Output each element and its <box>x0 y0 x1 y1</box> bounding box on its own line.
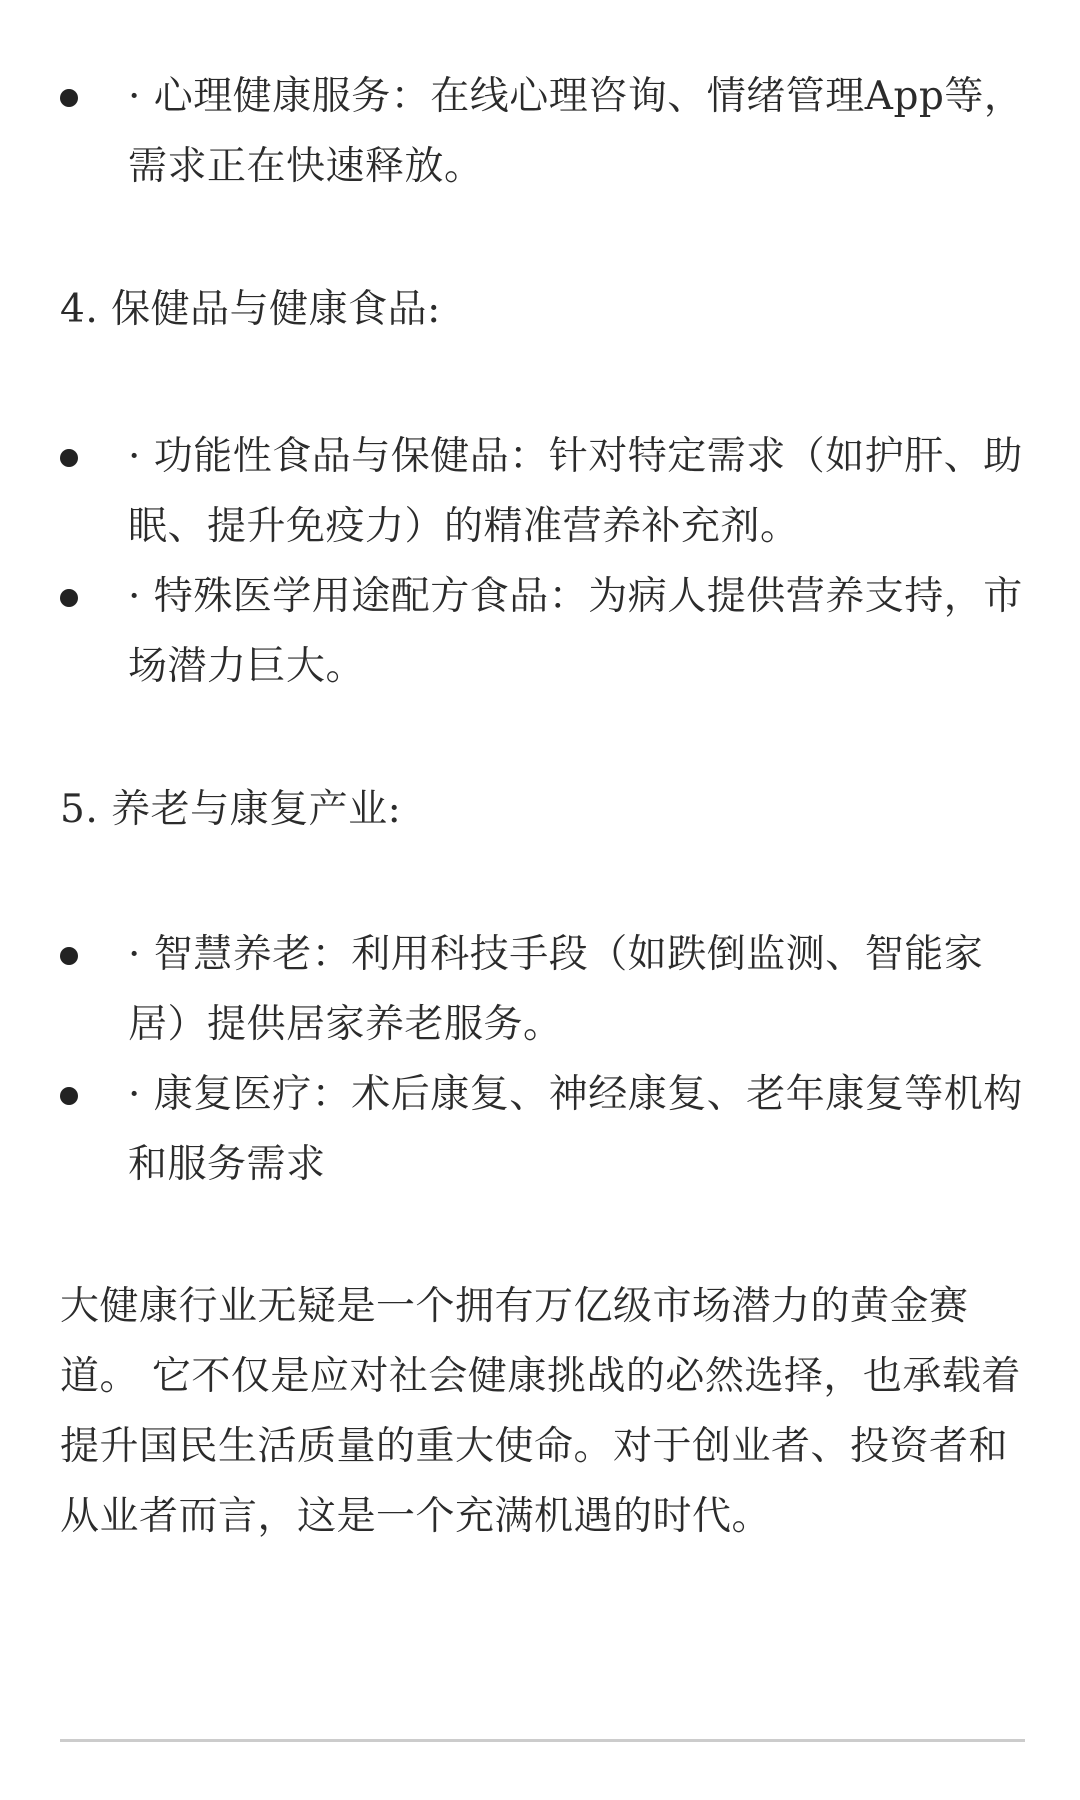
section-4-list <box>60 422 1025 702</box>
section-3-list <box>60 62 1025 202</box>
bullet-icon <box>60 89 78 107</box>
list-item <box>60 62 1025 202</box>
summary-paragraph: 大健康行业无疑是一个拥有万亿级市场潜力的黄金赛道。 它不仅是应对社会健康挑战的必然选择，也承载着提升国民生活质量的重大使命。对于创业者、投资者和从业者而言，这是一个充满机遇的时代。 <box>60 1284 1021 1539</box>
section-heading-5: 5. 养老与康复产业: <box>60 787 402 832</box>
list-item-text: · 康复医疗：术后康复、神经康复、老年康复等机构和服务需求 <box>128 1072 1023 1187</box>
list-item <box>60 422 1025 562</box>
section-heading-4: 4. 保健品与健康食品: <box>60 287 441 332</box>
list-item-text: · 特殊医学用途配方食品：为病人提供营养支持，市场潜力巨大。 <box>128 574 1023 689</box>
section-5-list <box>60 920 1025 1200</box>
bullet-icon <box>60 1087 78 1105</box>
bullet-icon <box>60 947 78 965</box>
list-item <box>60 920 1025 1060</box>
bullet-icon <box>60 449 78 467</box>
bullet-icon <box>60 589 78 607</box>
list-item <box>60 1060 1025 1200</box>
list-item <box>60 562 1025 702</box>
divider <box>60 1739 1025 1742</box>
list-item-text: · 功能性食品与保健品：针对特定需求（如护肝、助眠、提升免疫力）的精准营养补充剂。 <box>128 434 1023 549</box>
list-item-text: · 智慧养老：利用科技手段（如跌倒监测、智能家居）提供居家养老服务。 <box>128 932 984 1047</box>
list-item-text: · 心理健康服务：在线心理咨询、情绪管理App等，需求正在快速释放。 <box>128 74 1024 189</box>
